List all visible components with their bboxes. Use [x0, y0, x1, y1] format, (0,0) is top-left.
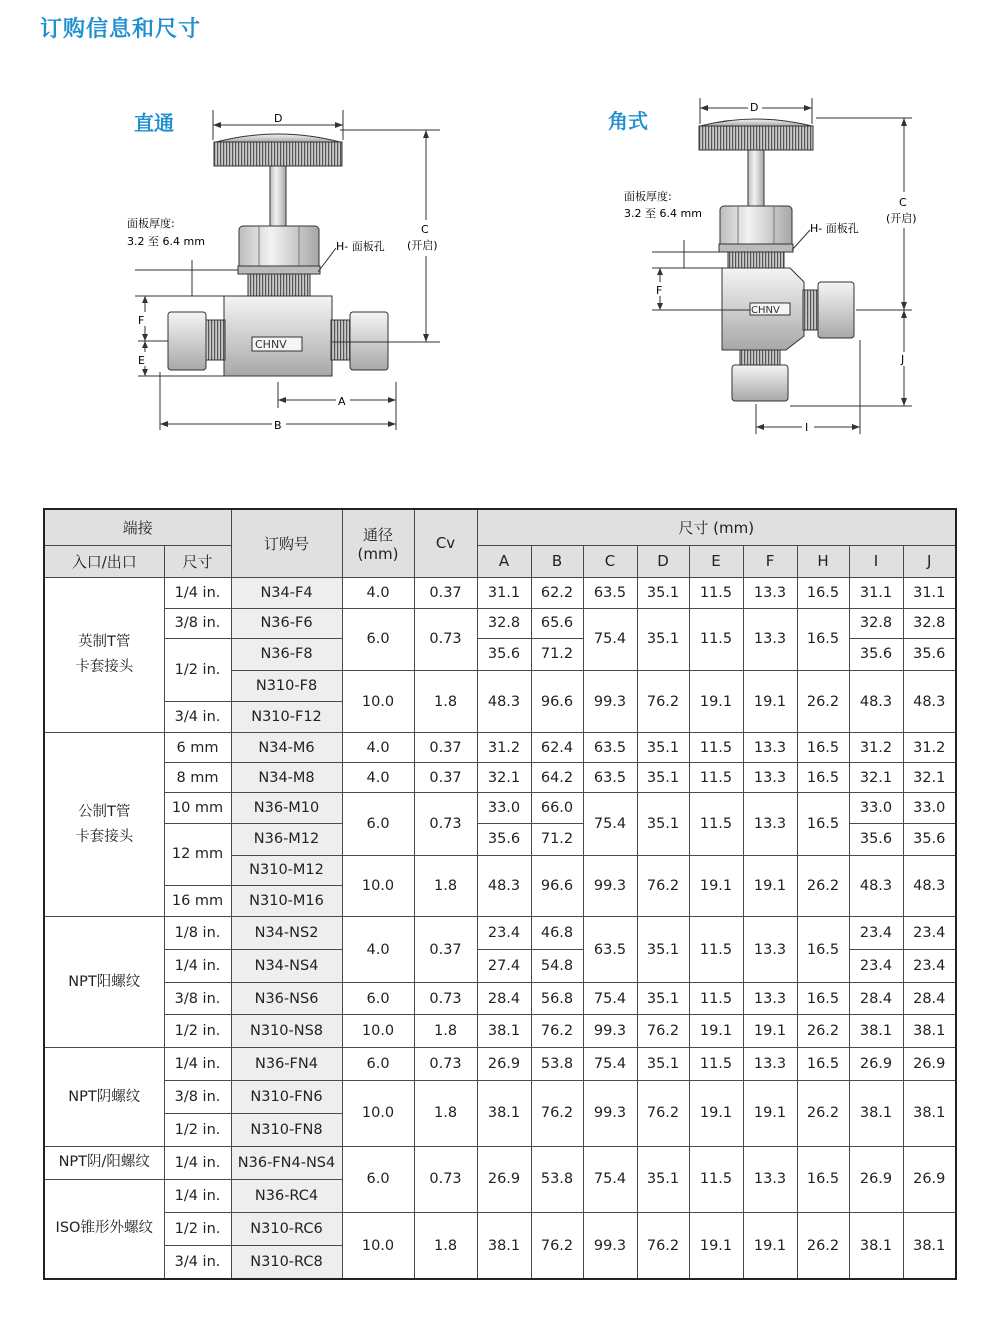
dim-c-cell: 75.4	[583, 608, 637, 670]
dim-i-cell: 48.3	[849, 670, 903, 732]
dim-a-cell: 26.9	[477, 1146, 531, 1212]
dim-j-cell: 23.4	[903, 916, 956, 949]
header-dim-b: B	[531, 545, 583, 577]
dim-c-cell: 99.3	[583, 670, 637, 732]
dim-b-cell: 46.8	[531, 916, 583, 949]
size-cell: 1/2 in.	[164, 1015, 231, 1048]
dim-e-cell: 11.5	[689, 608, 743, 670]
cv-cell: 0.37	[414, 763, 477, 793]
dim-j-cell: 26.9	[903, 1048, 956, 1080]
dim-f-cell: 13.3	[743, 763, 797, 793]
bore-cell: 10.0	[342, 1015, 414, 1048]
header-dimensions: 尺寸 (mm)	[477, 509, 956, 545]
dim-b-cell: 66.0	[531, 793, 583, 823]
dim-j-cell: 26.9	[903, 1146, 956, 1212]
bore-cell: 6.0	[342, 1048, 414, 1080]
part-number-cell: N310-RC8	[231, 1246, 342, 1279]
size-cell: 1/2 in.	[164, 638, 231, 701]
dim-i-cell: 38.1	[849, 1080, 903, 1146]
table-row	[44, 1146, 956, 1179]
dim-d-cell: 76.2	[637, 670, 689, 732]
dim-i-cell: 38.1	[849, 1015, 903, 1048]
dim-h-cell: 16.5	[797, 577, 849, 608]
size-cell: 1/2 in.	[164, 1213, 231, 1246]
dim-d-cell: 76.2	[637, 1080, 689, 1146]
part-number-cell: N34-NS4	[231, 950, 342, 983]
straight-dim-e: E	[138, 354, 145, 367]
dim-e-cell: 11.5	[689, 983, 743, 1015]
angle-panel-label-2: 3.2 至 6.4 mm	[624, 207, 702, 220]
header-bore-unit: (mm)	[357, 544, 399, 563]
category-label: 公制T管	[78, 803, 131, 820]
dim-c-cell: 75.4	[583, 793, 637, 855]
dim-j-cell: 38.1	[903, 1080, 956, 1146]
table-row	[44, 1015, 956, 1048]
dim-f-cell: 13.3	[743, 1048, 797, 1080]
dim-a-cell: 28.4	[477, 983, 531, 1015]
page-title: 订购信息和尺寸	[40, 17, 202, 42]
part-number-cell: N36-FN4	[231, 1048, 342, 1080]
part-number-cell: N310-F8	[231, 670, 342, 701]
dim-d-cell: 35.1	[637, 733, 689, 763]
size-cell: 3/4 in.	[164, 702, 231, 733]
part-number-cell: N310-FN6	[231, 1080, 342, 1113]
angle-dim-f: F	[656, 284, 663, 297]
ordering-table	[43, 508, 957, 1280]
part-number-cell: N36-M12	[231, 823, 342, 855]
dim-c-cell: 63.5	[583, 733, 637, 763]
dim-f-cell: 19.1	[743, 1213, 797, 1279]
dim-h-cell: 26.2	[797, 1015, 849, 1048]
dim-a-cell: 38.1	[477, 1080, 531, 1146]
dim-c-cell: 99.3	[583, 1015, 637, 1048]
dim-a-cell: 26.9	[477, 1048, 531, 1080]
dim-i-cell: 26.9	[849, 1048, 903, 1080]
dim-c-cell: 63.5	[583, 763, 637, 793]
dim-j-cell: 48.3	[903, 670, 956, 732]
part-number-cell: N34-M8	[231, 763, 342, 793]
dim-e-cell: 11.5	[689, 1048, 743, 1080]
cv-cell: 0.73	[414, 608, 477, 670]
dim-h-cell: 16.5	[797, 793, 849, 855]
table-row	[44, 763, 956, 793]
straight-dim-b: B	[274, 419, 282, 432]
dim-e-cell: 19.1	[689, 1213, 743, 1279]
dim-c-cell: 63.5	[583, 577, 637, 608]
part-number-cell: N34-NS2	[231, 916, 342, 949]
dim-a-cell: 31.1	[477, 577, 531, 608]
table-row	[44, 1213, 956, 1246]
size-cell: 12 mm	[164, 823, 231, 885]
dim-f-cell: 13.3	[743, 1146, 797, 1212]
dim-b-cell: 64.2	[531, 763, 583, 793]
bore-cell: 10.0	[342, 1080, 414, 1146]
dim-j-cell: 32.1	[903, 763, 956, 793]
dim-b-cell: 71.2	[531, 638, 583, 670]
dim-j-cell: 23.4	[903, 950, 956, 983]
dim-f-cell: 13.3	[743, 577, 797, 608]
dim-e-cell: 11.5	[689, 793, 743, 855]
size-cell: 8 mm	[164, 763, 231, 793]
cv-cell: 1.8	[414, 855, 477, 916]
straight-panel-label-2: 3.2 至 6.4 mm	[127, 235, 205, 248]
part-number-cell: N310-FN8	[231, 1113, 342, 1146]
bore-cell: 6.0	[342, 608, 414, 670]
size-cell: 3/8 in.	[164, 1080, 231, 1113]
dim-a-cell: 48.3	[477, 670, 531, 732]
dim-h-cell: 26.2	[797, 1213, 849, 1279]
bore-cell: 10.0	[342, 670, 414, 732]
dim-h-cell: 16.5	[797, 608, 849, 670]
angle-dim-c-open: (开启)	[886, 212, 917, 225]
header-part-number: 订购号	[231, 509, 342, 577]
size-cell: 1/4 in.	[164, 950, 231, 983]
cv-cell: 0.37	[414, 733, 477, 763]
dim-h-cell: 16.5	[797, 763, 849, 793]
angle-dim-c: C	[899, 196, 907, 209]
part-number-cell: N36-NS6	[231, 983, 342, 1015]
dim-i-cell: 38.1	[849, 1213, 903, 1279]
dim-j-cell: 35.6	[903, 638, 956, 670]
cv-cell: 0.37	[414, 577, 477, 608]
category-npt-female-male: NPT阴/阳螺纹	[44, 1146, 164, 1179]
header-cv: Cv	[414, 509, 477, 577]
bore-cell: 6.0	[342, 983, 414, 1015]
dim-e-cell: 11.5	[689, 916, 743, 982]
angle-hole-label: H- 面板孔	[810, 222, 859, 235]
header-dim-i: I	[849, 545, 903, 577]
dim-h-cell: 16.5	[797, 733, 849, 763]
size-cell: 1/4 in.	[164, 1048, 231, 1080]
category-npt-male: NPT阳螺纹	[44, 916, 164, 1048]
category-label: 英制T管	[78, 633, 131, 650]
dim-i-cell: 23.4	[849, 950, 903, 983]
dim-j-cell: 31.1	[903, 577, 956, 608]
dim-b-cell: 54.8	[531, 950, 583, 983]
dim-c-cell: 75.4	[583, 1146, 637, 1212]
dim-b-cell: 76.2	[531, 1080, 583, 1146]
cv-cell: 0.73	[414, 983, 477, 1015]
size-cell: 6 mm	[164, 733, 231, 763]
size-cell: 3/8 in.	[164, 608, 231, 638]
bore-cell: 6.0	[342, 793, 414, 855]
dim-f-cell: 13.3	[743, 733, 797, 763]
size-cell: 10 mm	[164, 793, 231, 823]
cv-cell: 1.8	[414, 670, 477, 732]
dim-a-cell: 27.4	[477, 950, 531, 983]
straight-handle-knob	[214, 142, 342, 166]
part-number-cell: N310-NS8	[231, 1015, 342, 1048]
table-row	[44, 733, 956, 763]
part-number-cell: N34-F4	[231, 577, 342, 608]
dim-e-cell: 11.5	[689, 763, 743, 793]
bore-cell: 10.0	[342, 1213, 414, 1279]
header-dim-f: F	[743, 545, 797, 577]
dim-a-cell: 33.0	[477, 793, 531, 823]
table-row	[44, 916, 956, 949]
straight-dim-c: C	[421, 223, 429, 236]
dim-j-cell: 33.0	[903, 793, 956, 823]
dim-d-cell: 76.2	[637, 855, 689, 916]
table-row	[44, 577, 956, 608]
dim-e-cell: 11.5	[689, 577, 743, 608]
header-dim-e: E	[689, 545, 743, 577]
angle-brand: CHNV	[751, 305, 780, 316]
cv-cell: 0.73	[414, 1048, 477, 1080]
dim-a-cell: 38.1	[477, 1015, 531, 1048]
dim-d-cell: 35.1	[637, 916, 689, 982]
size-cell: 3/4 in.	[164, 1246, 231, 1279]
size-cell: 1/4 in.	[164, 1146, 231, 1179]
dim-i-cell: 28.4	[849, 983, 903, 1015]
dim-b-cell: 76.2	[531, 1015, 583, 1048]
dim-e-cell: 19.1	[689, 1015, 743, 1048]
dim-c-cell: 63.5	[583, 916, 637, 982]
dim-c-cell: 99.3	[583, 1080, 637, 1146]
part-number-cell: N36-FN4-NS4	[231, 1146, 342, 1179]
size-cell: 1/4 in.	[164, 577, 231, 608]
header-size: 尺寸	[164, 545, 231, 577]
straight-title: 直通	[134, 111, 174, 135]
dim-f-cell: 19.1	[743, 670, 797, 732]
part-number-cell: N310-M16	[231, 885, 342, 916]
straight-valve-diagram	[100, 100, 480, 440]
angle-dim-d: D	[750, 101, 759, 114]
dim-i-cell: 32.1	[849, 763, 903, 793]
dim-j-cell: 31.2	[903, 733, 956, 763]
dim-a-cell: 35.6	[477, 638, 531, 670]
size-cell: 1/2 in.	[164, 1113, 231, 1146]
category-iso-taper-male: ISO锥形外螺纹	[44, 1179, 164, 1279]
dim-h-cell: 16.5	[797, 983, 849, 1015]
table-row	[44, 608, 956, 638]
dim-j-cell: 48.3	[903, 855, 956, 916]
straight-panel-label-1: 面板厚度:	[127, 217, 175, 230]
size-cell: 3/8 in.	[164, 983, 231, 1015]
dim-a-cell: 31.2	[477, 733, 531, 763]
part-number-cell: N310-RC6	[231, 1213, 342, 1246]
dim-b-cell: 62.4	[531, 733, 583, 763]
dim-h-cell: 26.2	[797, 670, 849, 732]
dim-h-cell: 16.5	[797, 916, 849, 982]
dim-a-cell: 48.3	[477, 855, 531, 916]
bore-cell: 4.0	[342, 733, 414, 763]
dim-j-cell: 28.4	[903, 983, 956, 1015]
bore-cell: 6.0	[342, 1146, 414, 1212]
straight-brand: CHNV	[255, 338, 287, 351]
header-bore	[342, 509, 414, 577]
cv-cell: 1.8	[414, 1015, 477, 1048]
category-metric-tube	[44, 733, 164, 917]
cv-cell: 1.8	[414, 1213, 477, 1279]
angle-handle-knob	[699, 126, 813, 150]
part-number-cell: N36-F6	[231, 608, 342, 638]
dim-d-cell: 35.1	[637, 763, 689, 793]
dim-i-cell: 48.3	[849, 855, 903, 916]
cv-cell: 0.73	[414, 1146, 477, 1212]
straight-dim-a: A	[338, 395, 346, 408]
header-dim-a: A	[477, 545, 531, 577]
dim-f-cell: 19.1	[743, 1080, 797, 1146]
dim-f-cell: 13.3	[743, 793, 797, 855]
straight-dim-f: F	[138, 314, 145, 327]
angle-dim-j: J	[901, 353, 905, 366]
dim-d-cell: 35.1	[637, 793, 689, 855]
cv-cell: 0.37	[414, 916, 477, 982]
cv-cell: 1.8	[414, 1080, 477, 1146]
angle-dim-i: I	[805, 421, 809, 434]
dim-a-cell: 38.1	[477, 1213, 531, 1279]
table-row	[44, 793, 956, 823]
dim-d-cell: 76.2	[637, 1213, 689, 1279]
part-number-cell: N310-F12	[231, 702, 342, 733]
category-npt-female: NPT阴螺纹	[44, 1048, 164, 1146]
dim-a-cell: 32.8	[477, 608, 531, 638]
dim-f-cell: 19.1	[743, 1015, 797, 1048]
header-dim-h: H	[797, 545, 849, 577]
dim-j-cell: 35.6	[903, 823, 956, 855]
header-dim-j: J	[903, 545, 956, 577]
dim-f-cell: 13.3	[743, 916, 797, 982]
dim-a-cell: 32.1	[477, 763, 531, 793]
part-number-cell: N310-M12	[231, 855, 342, 885]
dim-e-cell: 19.1	[689, 855, 743, 916]
dim-h-cell: 16.5	[797, 1048, 849, 1080]
dim-d-cell: 35.1	[637, 983, 689, 1015]
size-cell: 1/4 in.	[164, 1179, 231, 1212]
dim-e-cell: 19.1	[689, 670, 743, 732]
angle-valve-diagram	[600, 90, 940, 440]
dim-i-cell: 35.6	[849, 823, 903, 855]
dim-b-cell: 76.2	[531, 1213, 583, 1279]
dim-i-cell: 33.0	[849, 793, 903, 823]
dim-e-cell: 11.5	[689, 1146, 743, 1212]
dim-i-cell: 35.6	[849, 638, 903, 670]
dim-b-cell: 53.8	[531, 1146, 583, 1212]
header-dim-d: D	[637, 545, 689, 577]
size-cell: 1/8 in.	[164, 916, 231, 949]
dim-i-cell: 26.9	[849, 1146, 903, 1212]
size-cell: 16 mm	[164, 885, 231, 916]
part-number-cell: N34-M6	[231, 733, 342, 763]
dim-h-cell: 26.2	[797, 1080, 849, 1146]
header-bore-label: 通径	[363, 525, 394, 544]
bore-cell: 4.0	[342, 916, 414, 982]
dim-d-cell: 35.1	[637, 608, 689, 670]
dim-i-cell: 32.8	[849, 608, 903, 638]
angle-title: 角式	[608, 109, 648, 133]
dim-a-cell: 23.4	[477, 916, 531, 949]
dim-b-cell: 65.6	[531, 608, 583, 638]
dim-i-cell: 23.4	[849, 916, 903, 949]
dim-j-cell: 38.1	[903, 1015, 956, 1048]
dim-c-cell: 75.4	[583, 1048, 637, 1080]
dim-d-cell: 76.2	[637, 1015, 689, 1048]
table-row	[44, 1048, 956, 1080]
category-label: 卡套接头	[75, 828, 134, 845]
dim-h-cell: 16.5	[797, 1146, 849, 1212]
table-row	[44, 983, 956, 1015]
category-label: 卡套接头	[75, 658, 134, 675]
table-row	[44, 1080, 956, 1113]
dim-b-cell: 71.2	[531, 823, 583, 855]
part-number-cell: N36-F8	[231, 638, 342, 670]
dim-c-cell: 99.3	[583, 855, 637, 916]
dim-e-cell: 11.5	[689, 733, 743, 763]
dim-j-cell: 32.8	[903, 608, 956, 638]
dim-h-cell: 26.2	[797, 855, 849, 916]
dim-b-cell: 62.2	[531, 577, 583, 608]
header-inlet-outlet: 入口/出口	[44, 545, 164, 577]
bore-cell: 4.0	[342, 577, 414, 608]
straight-dim-d: D	[274, 112, 283, 125]
straight-dim-c-open: (开启)	[407, 239, 438, 252]
header-dim-c: C	[583, 545, 637, 577]
dim-i-cell: 31.2	[849, 733, 903, 763]
dim-c-cell: 75.4	[583, 983, 637, 1015]
bore-cell: 10.0	[342, 855, 414, 916]
straight-hole-label: H- 面板孔	[336, 240, 385, 253]
part-number-cell: N36-RC4	[231, 1179, 342, 1212]
category-imperial-tube	[44, 577, 164, 733]
bore-cell: 4.0	[342, 763, 414, 793]
dim-d-cell: 35.1	[637, 1048, 689, 1080]
dim-b-cell: 53.8	[531, 1048, 583, 1080]
dim-c-cell: 99.3	[583, 1213, 637, 1279]
dim-f-cell: 13.3	[743, 608, 797, 670]
dim-f-cell: 19.1	[743, 855, 797, 916]
dim-b-cell: 96.6	[531, 670, 583, 732]
dim-b-cell: 56.8	[531, 983, 583, 1015]
dim-d-cell: 35.1	[637, 1146, 689, 1212]
dim-d-cell: 35.1	[637, 577, 689, 608]
dim-e-cell: 19.1	[689, 1080, 743, 1146]
dim-i-cell: 31.1	[849, 577, 903, 608]
dim-j-cell: 38.1	[903, 1213, 956, 1279]
angle-panel-label-1: 面板厚度:	[624, 190, 672, 203]
dim-f-cell: 13.3	[743, 983, 797, 1015]
part-number-cell: N36-M10	[231, 793, 342, 823]
header-end-connection: 端接	[44, 509, 231, 545]
dim-b-cell: 96.6	[531, 855, 583, 916]
cv-cell: 0.73	[414, 793, 477, 855]
dim-a-cell: 35.6	[477, 823, 531, 855]
